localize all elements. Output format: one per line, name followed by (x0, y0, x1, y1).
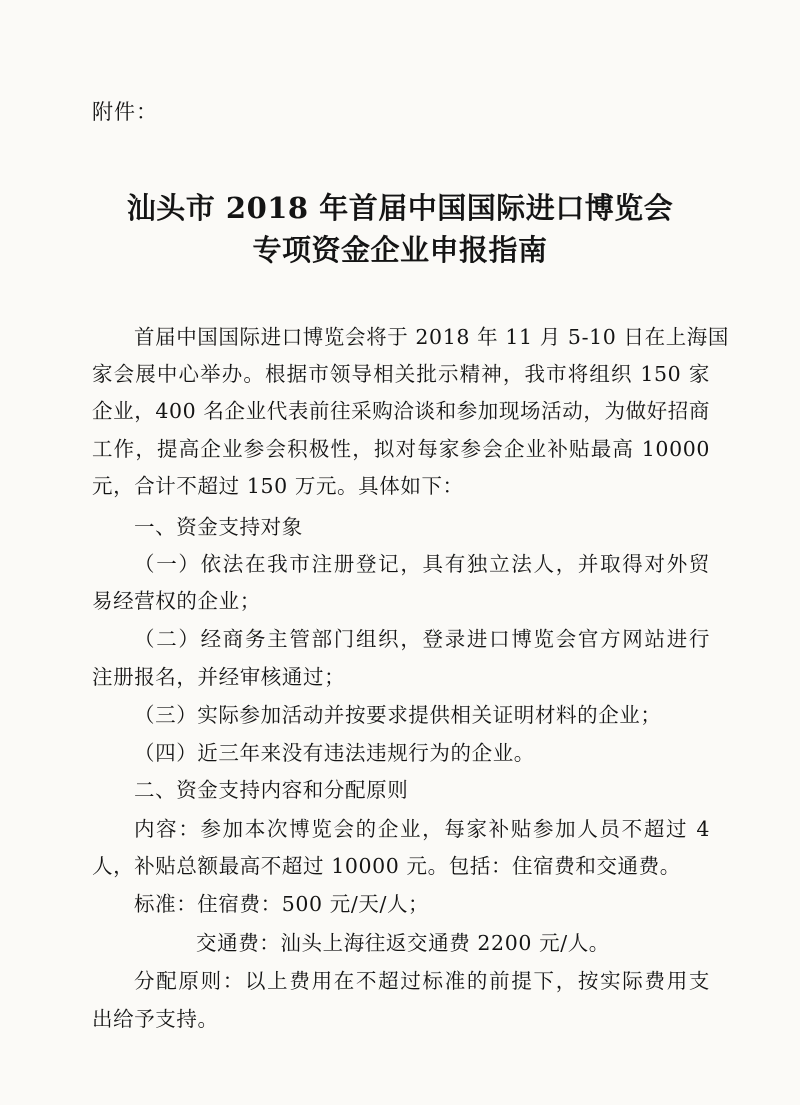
section-2-principle-line-1: 分配原则：以上费用在不超过标准的前提下，按实际费用支 (134, 969, 710, 993)
intro-line-5: 元，合计不超过 150 万元。具体如下： (92, 474, 464, 498)
section-1-item-4: （四）近三年来没有违法违规行为的企业。 (134, 741, 535, 765)
section-1-item-1-cont: 易经营权的企业； (92, 589, 261, 613)
section-2-principle-line-2: 出给予支持。 (92, 1007, 219, 1031)
attachment-label: 附件： (92, 100, 158, 124)
section-1-heading: 一、资金支持对象 (134, 515, 303, 539)
section-1-item-2-cont: 注册报名，并经审核通过； (92, 665, 346, 689)
section-2-content-line-2: 人，补贴总额最高不超过 10000 元。包括：住宿费和交通费。 (92, 854, 681, 878)
section-2-standard-line-2: 交通费：汕头上海往返交通费 2200 元/人。 (196, 931, 610, 955)
intro-line-3: 企业，400 名企业代表前往采购洽谈和参加现场活动，为做好招商 (92, 399, 710, 423)
section-2-heading: 二、资金支持内容和分配原则 (134, 778, 409, 802)
document-title-line-2: 专项资金企业申报指南 (252, 233, 548, 267)
section-1-item-1: （一）依法在我市注册登记，具有独立法人，并取得对外贸 (134, 552, 710, 576)
section-1-item-3: （三）实际参加活动并按要求提供相关证明材料的企业； (134, 703, 662, 727)
document-title-line-1: 汕头市 2018 年首届中国国际进口博览会 (126, 191, 674, 225)
section-2-standard-line-1: 标准：住宿费：500 元/天/人； (134, 892, 430, 916)
intro-line-1: 首届中国国际进口博览会将于 2018 年 11 月 5-10 日在上海国 (134, 325, 730, 349)
section-2-content-line-1: 内容：参加本次博览会的企业，每家补贴参加人员不超过 4 (134, 817, 710, 841)
section-1-item-2: （二）经商务主管部门组织，登录进口博览会官方网站进行 (134, 627, 710, 651)
intro-line-4: 工作，提高企业参会积极性，拟对每家参会企业补贴最高 10000 (92, 437, 711, 461)
intro-line-2: 家会展中心举办。根据市领导相关批示精神，我市将组织 150 家 (92, 362, 710, 386)
